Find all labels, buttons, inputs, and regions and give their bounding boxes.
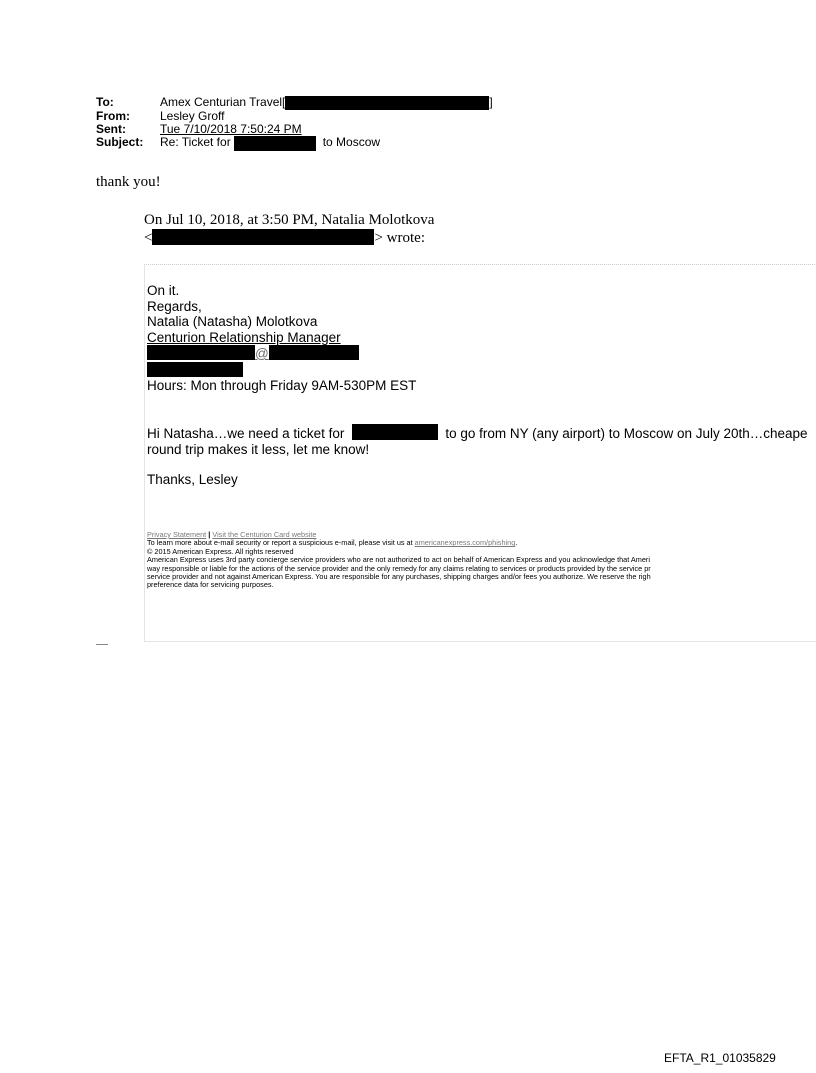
quoted-email: [144, 264, 816, 642]
angle-open: <: [144, 230, 153, 246]
sent-label: Sent:: [96, 122, 126, 136]
sent-value: Tue 7/10/2018 7:50:24 PM: [160, 122, 302, 136]
signature-redacted: [147, 362, 359, 379]
to-suffix: ]: [489, 95, 493, 109]
email-header: [96, 96, 493, 151]
redaction-block: [285, 96, 489, 110]
redaction-block: [269, 345, 359, 360]
phishing-link[interactable]: americanexpress.com/phishing: [414, 538, 516, 548]
redaction-block: [352, 424, 438, 440]
link-separator: |: [208, 530, 211, 539]
signature-hours: Hours: Mon through Friday 9AM-530PM EST: [147, 378, 417, 393]
divider-stub: [96, 644, 108, 645]
security-text: To learn more about e-mail security or report a suspicious e-mail, please visit us at: [147, 538, 413, 548]
quote-header-line2: [144, 229, 434, 247]
redaction-block: [152, 229, 374, 245]
request-message: [147, 424, 808, 457]
signature-block: [147, 283, 359, 378]
footer-copyright: © 2015 American Express. All rights reserved: [147, 546, 294, 556]
reply-text: thank you!: [96, 174, 161, 190]
request-sign-off: Thanks, Lesley: [147, 472, 238, 487]
signature-name: Natalia (Natasha) Molotkova: [147, 314, 318, 329]
email-at: @: [255, 346, 269, 361]
footer-disclaimer: American Express uses 3rd party concierge service providers who are not authorized to act on behalf of American Express and you acknowledge that Ameri: [147, 555, 650, 565]
redaction-block: [147, 362, 243, 377]
request-prefix: Hi Natasha…we need a ticket for: [147, 426, 345, 441]
centurion-website-link[interactable]: Visit the Centurion Card website: [212, 530, 317, 539]
quote-header-line1: On Jul 10, 2018, at 3:50 PM, Natalia Molotkova: [144, 212, 435, 228]
request-line1: [147, 424, 808, 442]
subject-suffix: to Moscow: [322, 135, 381, 149]
subject-row: [96, 136, 493, 151]
footer-disclaimer: way responsible or liable for the actions of the service provider and the only remedy for any claims relating to services or products provided by the service pr: [147, 563, 651, 573]
signature-line: Regards,: [147, 298, 202, 314]
redaction-block: [234, 136, 316, 151]
to-label: To:: [96, 95, 114, 109]
request-suffix: to go from NY (any airport) to Moscow on July 20th…cheape: [445, 426, 808, 441]
wrote-text: > wrote:: [374, 230, 425, 246]
privacy-statement-link[interactable]: Privacy Statement: [147, 530, 207, 539]
signature-email: [147, 345, 359, 362]
to-row: [96, 96, 493, 110]
from-label: From:: [96, 109, 130, 123]
request-line2: round trip makes it less, let me know!: [147, 441, 370, 457]
quote-header: [144, 211, 434, 247]
signature-title: Centurion Relationship Manager: [147, 329, 341, 345]
to-value: Amex Centurian Travel[: [160, 95, 286, 109]
signature-line: On it.: [147, 283, 180, 298]
subject-label: Subject:: [96, 135, 144, 149]
subject-prefix: Re: Ticket for: [160, 135, 231, 149]
document-id: EFTA_R1_01035829: [664, 1051, 776, 1065]
from-value: Lesley Groff: [160, 109, 225, 123]
footer-disclaimer: preference data for servicing purposes.: [147, 580, 274, 590]
redaction-block: [147, 345, 255, 360]
email-footer: [147, 531, 651, 590]
security-period: .: [515, 538, 518, 548]
sent-row: [96, 123, 493, 136]
footer-disclaimer: service provider and not against American Express. You are responsible for any purchases, shipping charges and/or fees you authorize. We reserve the righ: [147, 572, 651, 582]
